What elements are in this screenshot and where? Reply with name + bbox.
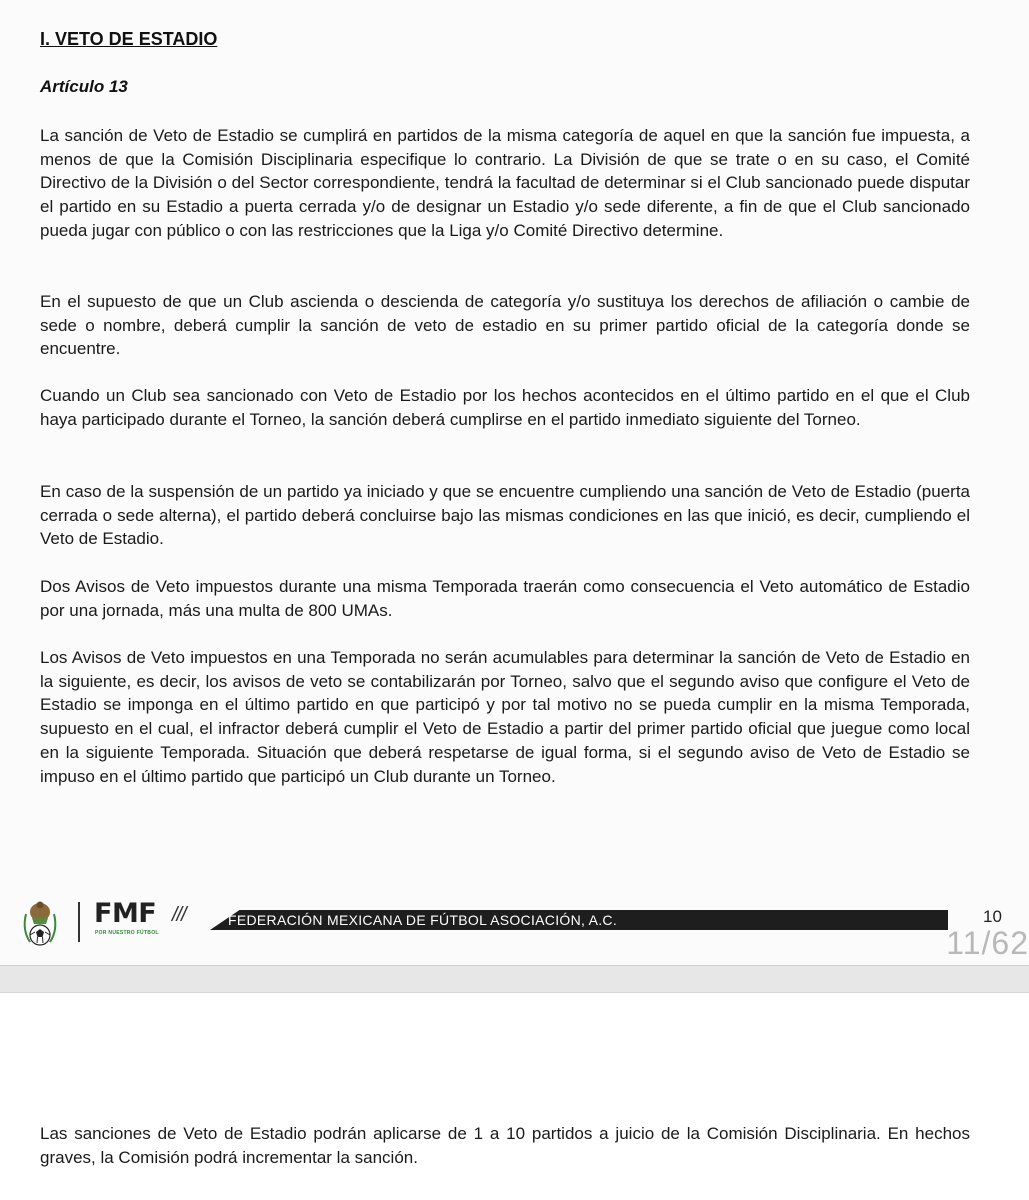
page-separator [0,965,1029,993]
next-page-paragraph: Las sanciones de Veto de Estadio podrán aplicarse de 1 a 10 partidos a juicio de la Comisión Disciplinaria. En hechos graves, la Comisión podrá incrementar la sanción. [40,1124,970,1167]
viewer-page-counter: 11/62 [946,925,1029,961]
cropped-previous-line [150,0,690,4]
federation-name: FEDERACIÓN MEXICANA DE FÚTBOL ASOCIACIÓN, A.C. [228,912,618,928]
footer-divider [78,902,80,942]
fmf-logo: FMF [94,898,157,929]
logo-slashes: /// [172,904,186,926]
paragraph-2: En el supuesto de que un Club ascienda o descienda de categoría y/o sustituya los derechos de afiliación o cambie de sede o nombre, deberá cumplir la sanción de veto de estadio en su primer partido oficial de la categoría donde se encuentre. [40,292,970,359]
paragraph-4: En caso de la suspensión de un partido ya iniciado y que se encuentre cumpliendo una sanción de Veto de Estadio (puerta cerrada o sede alterna), el partido deberá concluirse bajo las mismas condiciones en las que inició, es decir, cumpliendo el Veto de Estadio. [40,482,970,549]
mexican-eagle-emblem-icon [20,894,60,950]
paragraph-5: Dos Avisos de Veto impuestos durante una misma Temporada traerán como consecuencia el Veto automático de Estadio por una jornada, más una multa de 800 UMAs. [40,577,970,620]
paragraph-3: Cuando un Club sea sancionado con Veto de Estadio por los hechos acontecidos en el último partido en el que el Club haya participado durante el Torneo, la sanción deberá cumplirse en el partido inmediato siguiente del Torneo. [40,386,970,429]
paragraph-6: Los Avisos de Veto impuestos en una Temporada no serán acumulables para determinar la sanción de Veto de Estadio en la siguiente, es decir, los avisos de veto se contabilizarán por Torneo, salvo que el segundo aviso que configure el Veto de Estadio se imponga en el último partido en que participó y por tal motivo no se pueda cumplir en la misma Temporada, supuesto en el cual, el infractor deberá cumplir el Veto de Estadio a partir del primer partido oficial que juegue como local en la siguiente Temporada. Situación que deberá respetarse de igual forma, si el segundo aviso de Veto de Estadio se impuso en el último partido que participó un Club durante un Torneo. [40,648,970,786]
article-title: Artículo 13 [40,77,128,96]
page-footer [0,890,1029,960]
section-title: I. VETO DE ESTADIO [40,29,218,49]
fmf-tagline: POR NUESTRO FÚTBOL [95,930,159,936]
paragraph-1: La sanción de Veto de Estadio se cumplirá en partidos de la misma categoría de aquel en que la sanción fue impuesta, a menos de que la Comisión Disciplinaria especifique lo contrario. La División de que se trate o en su caso, el Comité Directivo de la División o del Sector correspondiente, tendrá la facultad de determinar si el Club sancionado puede disputar el partido en su Estadio a puerta cerrada y/o de designar un Estadio y/o sede diferente, a fin de que el Club sancionado pueda jugar con público o con las restricciones que la Liga y/o Comité Directivo determine. [40,126,970,240]
page-number: 10 [983,907,1002,926]
